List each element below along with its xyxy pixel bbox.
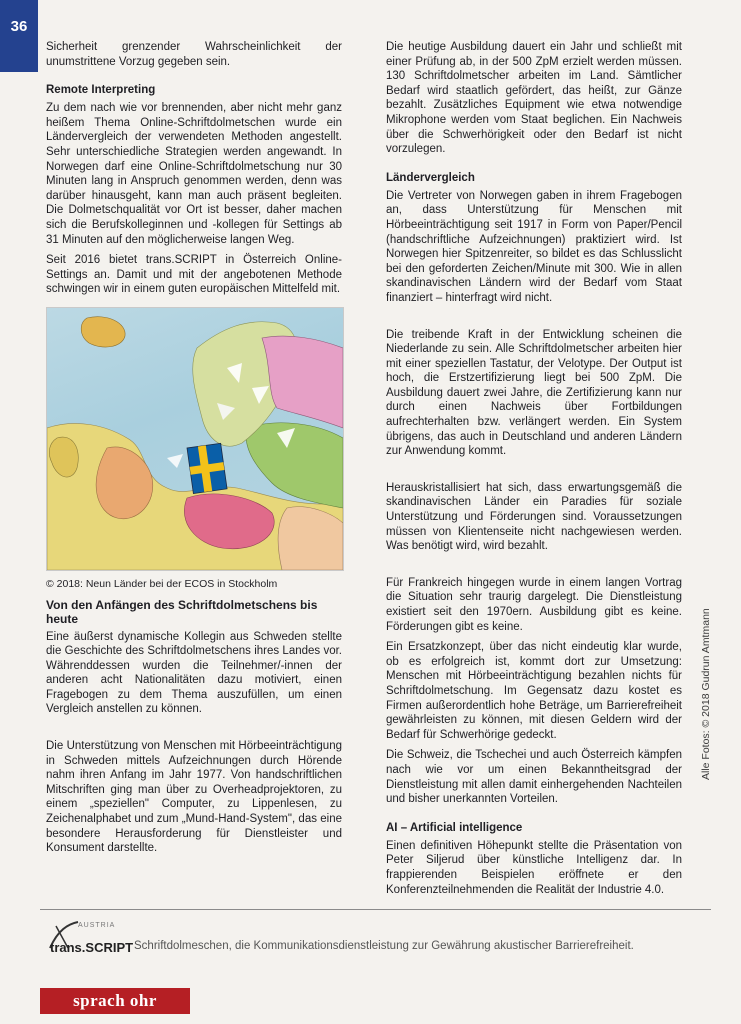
history-paragraph-2: Die Unterstützung von Menschen mit Hörbeeinträchtigung in Schweden mittels Aufzeichnungen durch Hörende nahm ihren Anfang im Jahr 1977. Von handschriftlichen Mitschriften ging man über zu Overheadprojektoren, zu einem „speziellen" Computer, zu Lippenlesen, zu Zeichenalphabet und zum „Mund-Hand-System", das eine besondere Herausforderung für Dienstleister und Konsument darstellte.	[46, 740, 342, 855]
remote-paragraph-1: Zu dem nach wie vor brennenden, aber nicht mehr ganz heißem Thema Online-Schriftdolmetschen wurde ein Ländervergleich der verwendeten Methoden angestellt. Sehr unterschiedliche Strategien werden angewandt. In Norwegen darf eine Online-Schriftdolmetschung nur 30 Minuten lang in Anspruch genommen werden, denn was darüber hinausgeht, kann man auch präsent begleiten. Die Dolmetschqualität vor Ort ist besser, daher machen sich die Berufskolleginnen und -kollegen für Settings ab 31 Minuten auf den möglicherweise langen Weg.	[46, 102, 342, 246]
transcript-logo	[44, 918, 134, 962]
footer-tagline: Schriftdolmeschen, die Kommunikationsdienstleistung zur Gewährung akustischer Barrierefreiheit.	[134, 940, 634, 952]
remote-paragraph-2: Seit 2016 bietet trans.SCRIPT in Österreich Online-Settings an. Damit und mit der angebotenen Methode schwingen wir in einem guten europäischen Mittelfeld mit.	[46, 254, 342, 296]
photo-caption: © 2018: Neun Länder bei der ECOS in Stockholm	[46, 577, 278, 590]
page-number: 36	[0, 0, 38, 72]
compare-paragraph-6: Die Schweiz, die Tschechei und auch Österreich kämpfen nach wie vor um einen Bekanntheitsgrad der Dienstleistung mit allen damit einhergehenden Nachteilen und bisher unerkannten Vorteilen.	[386, 749, 682, 806]
left-column	[46, 40, 342, 862]
remote-heading: Remote Interpreting	[46, 84, 156, 97]
compare-paragraph-4: Für Frankreich hingegen wurde in einem langen Vortrag die Situation sehr traurig dargelegt. Die Dienstleistung existiert seit den 1970ern. Ausbildung gibt es keine. Förderungen gibt es keine.	[386, 576, 682, 633]
history-paragraph-1: Eine äußerst dynamische Kollegin aus Schweden stellte die Geschichte des Schriftdolmetschens ihres Landes vor. Währenddessen wurden die Teilnehmer/-innen der anderen acht Nationalitäten dazu motiviert, einen Fragebogen zu dem Thema auszufüllen, um einen Vergleich anstellen zu können.	[46, 630, 342, 716]
map-illustration	[47, 308, 343, 570]
compare-paragraph-1: Die Vertreter von Norwegen gaben in ihrem Fragebogen an, dass Unterstützung für Menschen mit Hörbeeinträchtigung seit 1917 in Form von Paper/Pencil (handschriftliche Aufzeichnungen) praktiziert wird. Ist Norwegen hier Spitzenreiter, so bildet es das Schlusslicht bei den geforderten Zeichen/Minute mit 300. Wie in allen skandinavischen Ländern wird der Bedarf vom Staat finanziert – hinterfragt wird nicht.	[386, 189, 682, 304]
training-paragraph: Die heutige Ausbildung dauert ein Jahr und schließt mit einer Prüfung ab, in der 500 ZpM erzielt werden müssen. 130 Schriftdolmetscher arbeiten im Land. Sämtlicher Bedarf wird staatlich gefördert, das heißt, zur Gänze bezahlt. Zusätzliches Equipment wie etwa notwendige Mikrophone werden vom Staat beglichen. Ein Nachweis über die Schwerhörigkeit oder den Bedarf ist nicht vorzulegen.	[386, 41, 682, 156]
history-heading: Von den Anfängen des Schriftdolmetschens bis heute	[46, 597, 318, 626]
swedish-flag-icon	[187, 443, 227, 493]
right-column	[386, 40, 682, 903]
compare-paragraph-5: Ein Ersatzkonzept, über das nicht eindeutig klar wurde, ob es erfolgreich ist, kommt dort zur Umsetzung: Menschen mit Hörbeeinträchtigung bezahlen nichts für Schriftdolmetschung. Im Gegensatz dazu kostet es Firmen außerordentlich hohe Beträge, um Barrierefreiheit gewährleisten zu können, mit diesen Geldern wird der Bedarf für Schwerhörige gedeckt.	[386, 641, 682, 741]
ai-heading: AI – Artificial intelligence	[386, 821, 523, 834]
sprachohr-logo: sprach ohr	[40, 988, 190, 1014]
europe-map-photo	[46, 307, 344, 571]
compare-paragraph-3: Herauskristallisiert hat sich, dass erwartungsgemäß die skandinavischen Länder ein Paradies für soziale Unterstützung und Förderungen sind. Voraussetzungen müssen von Klientenseite nicht nachgewiesen werden. Was benötigt wird, wird bezahlt.	[386, 481, 682, 553]
logo-brand-label: trans.SCRIPT	[50, 940, 134, 955]
compare-heading: Ländervergleich	[386, 171, 475, 184]
compare-paragraph-2: Die treibende Kraft in der Entwicklung scheinen die Niederlande zu sein. Alle Schriftdolmetscher arbeiten hier mit einer speziellen Tastatur, der Velotype. Der Output ist hoch, die Erstzertifizierung liegt bei 500 ZpM. Die Ausbildung dauert zwei Jahre, die Zertifizierung kann nur durch einen Nachweis über Fortbildungen aufrechterhalten bzw. verlängert werden. Ein System übrigens, das auch in Deutschland und anderen Ländern zur Anwendung kommt.	[386, 328, 682, 458]
footer-divider	[40, 909, 711, 910]
photo-credit: Alle Fotos: © 2018 Gudrun Amtmann	[700, 608, 712, 780]
logo-austria-label: AUSTRIA	[78, 922, 116, 929]
ai-paragraph: Einen definitiven Höhepunkt stellte die Präsentation von Peter Siljerud über künstliche Intelligenz dar. In frappierenden Beispielen eröffnete er den Konferenzteilnehmenden die Realität der Industrie 4.0.	[386, 839, 682, 896]
intro-paragraph: Sicherheit grenzender Wahrscheinlichkeit der unumstrittene Vorzug gegeben sein.	[46, 41, 342, 68]
